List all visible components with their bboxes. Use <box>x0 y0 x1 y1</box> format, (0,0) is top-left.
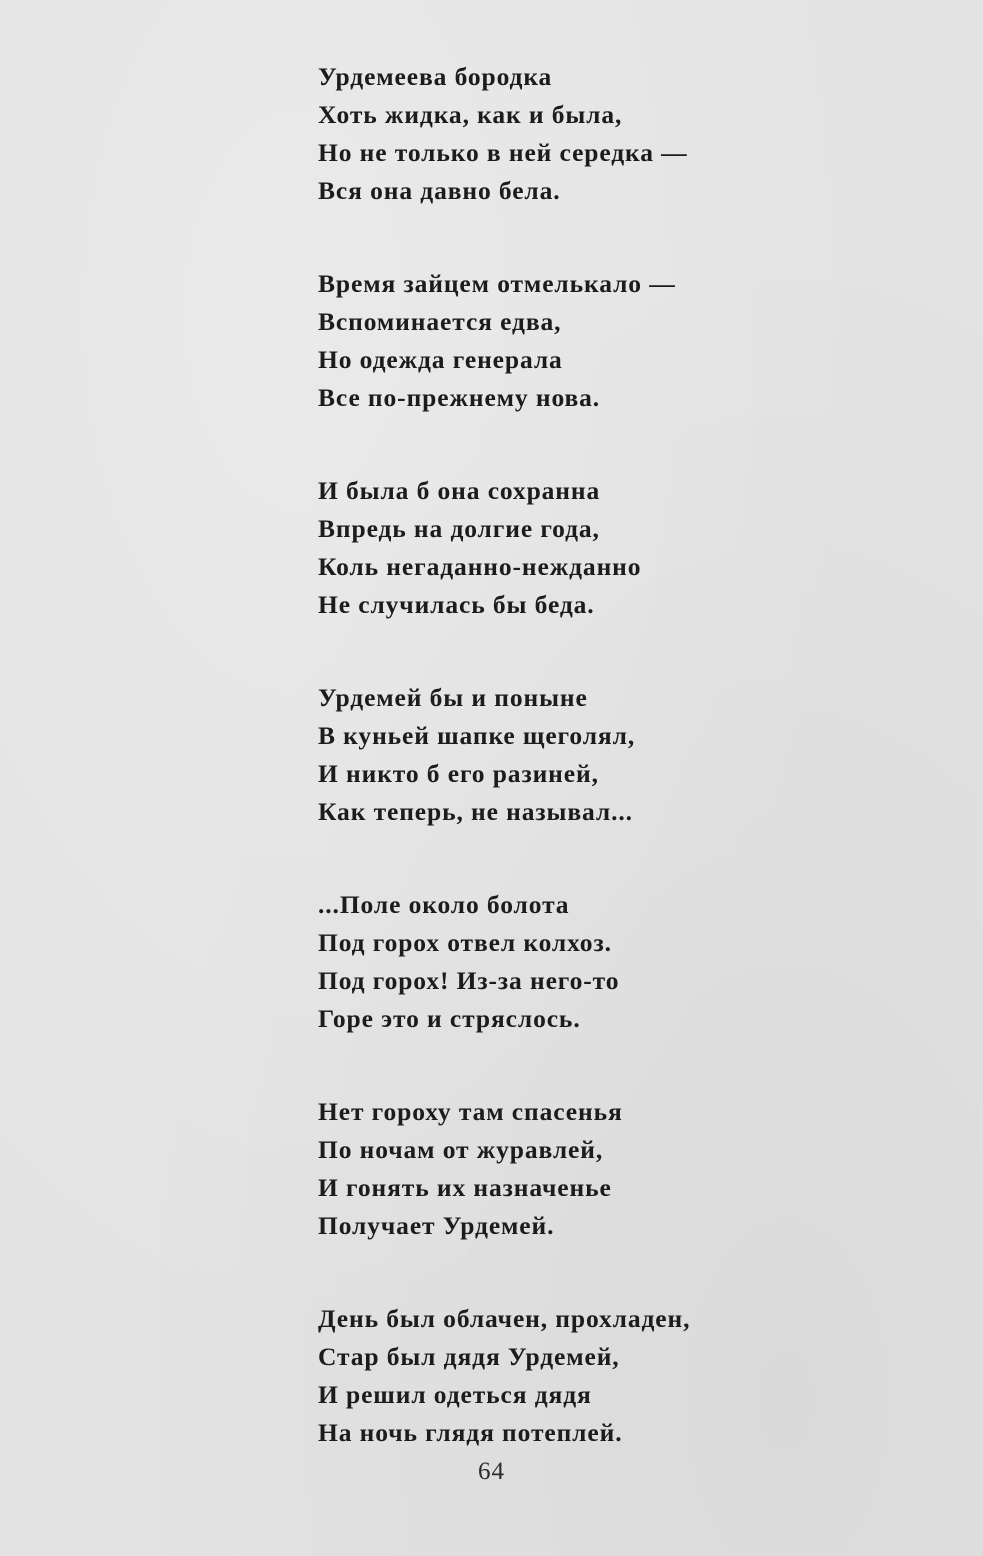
poem-line: Урдемей бы и поныне <box>318 683 588 712</box>
poem-line: В куньей шапке щеголял, <box>318 721 636 750</box>
stanza-2 <box>318 265 878 417</box>
stanza-1 <box>318 58 878 210</box>
poem-line: Но не только в ней середка — <box>318 138 688 167</box>
poem-line: Время зайцем отмелькало — <box>318 269 676 298</box>
poem-line: Вся она давно бела. <box>318 176 561 205</box>
poem-line: И никто б его разиней, <box>318 759 599 788</box>
poem-line: На ночь глядя потеплей. <box>318 1418 623 1447</box>
stanza-5 <box>318 886 878 1038</box>
poem-line: Но одежда генерала <box>318 345 563 374</box>
stanza-gap <box>318 1245 878 1300</box>
poem-line: День был облачен, прохладен, <box>318 1304 691 1333</box>
stanza-6 <box>318 1093 878 1245</box>
poem-line: Все по-прежнему нова. <box>318 383 601 412</box>
poem-line: Хоть жидка, как и была, <box>318 100 623 129</box>
poem-line: Стар был дядя Урдемей, <box>318 1342 620 1371</box>
stanza-4 <box>318 679 878 831</box>
stanza-gap <box>318 417 878 472</box>
poem-line: По ночам от журавлей, <box>318 1135 604 1164</box>
poem-line: Урдемеева бородка <box>318 62 553 91</box>
poem-line: И гонять их назначенье <box>318 1173 612 1202</box>
poem-line: Получает Урдемей. <box>318 1211 555 1240</box>
poem-line: Вспоминается едва, <box>318 307 562 336</box>
poem-line: И решил одеться дядя <box>318 1380 592 1409</box>
poem-line: Коль негаданно-нежданно <box>318 552 642 581</box>
poem-line: Под горох! Из-за него-то <box>318 966 620 995</box>
poem-line: Впредь на долгие года, <box>318 514 600 543</box>
stanza-3 <box>318 472 878 624</box>
poem-line: ...Поле около болота <box>318 890 570 919</box>
poem-line: Под горох отвел колхоз. <box>318 928 612 957</box>
stanza-gap <box>318 1038 878 1093</box>
page-number: 64 <box>478 1458 505 1485</box>
stanza-gap <box>318 624 878 679</box>
poem-line: Не случилась бы беда. <box>318 590 595 619</box>
poem <box>318 58 878 1452</box>
poem-line: Как теперь, не называл... <box>318 797 633 826</box>
stanza-7 <box>318 1300 878 1452</box>
stanza-gap <box>318 831 878 886</box>
stanza-gap <box>318 210 878 265</box>
poem-line: Горе это и стряслось. <box>318 1004 581 1033</box>
poem-line: И была б она сохранна <box>318 476 601 505</box>
poem-line: Нет гороху там спасенья <box>318 1097 623 1126</box>
